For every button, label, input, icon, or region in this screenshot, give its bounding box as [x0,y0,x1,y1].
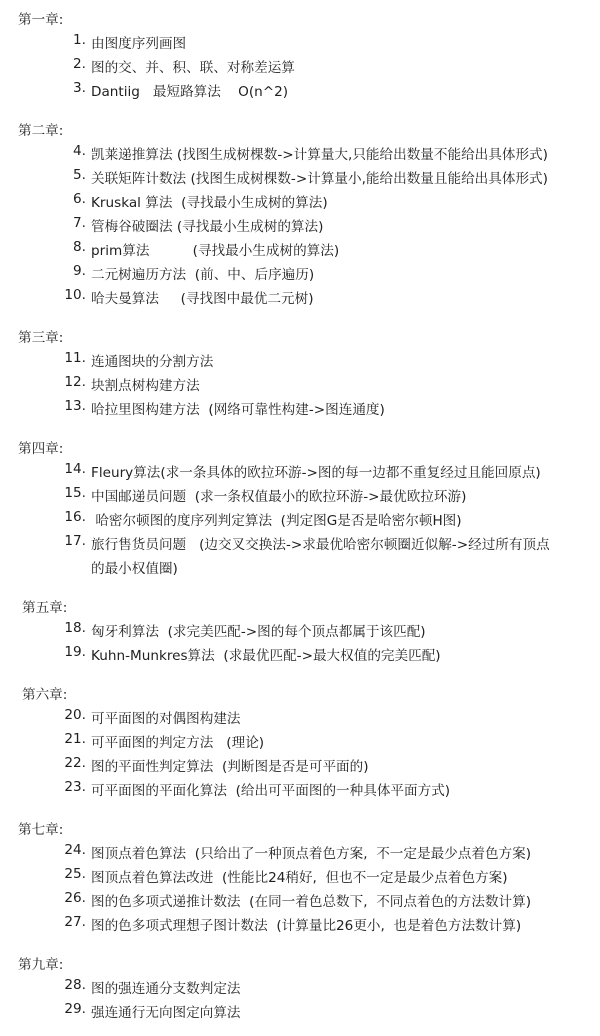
item-text: 图的色多项式递推计数法 (在同一着色总数下, 不同点着色的方法数计算) [91,894,532,910]
list-item [64,509,462,529]
item-text: 强连通行无向图定向算法 [91,1005,241,1021]
list-item [64,779,451,799]
item-text: 图顶点着色算法改进 (性能比24稍好, 但也不一定是最少点着色方案) [91,870,508,886]
list-item [64,533,550,553]
item-text: Fleury算法(求一条具体的欧拉环游->图的每一边都不重复经过且能回原点) [91,465,541,481]
item-number: 3. [73,80,86,96]
item-text: prim算法 (寻找最小生成树的算法) [91,243,340,259]
item-number: 9. [73,263,86,279]
list-item [64,755,369,775]
list-item [64,842,532,862]
item-text: 哈拉里图构建方法 (网络可靠性构建->图连通度) [91,402,385,418]
list-item [73,143,548,163]
item-text: 由图度序列画图 [91,36,187,52]
item-number: 6. [73,191,86,207]
item-number: 21. [64,731,86,747]
item-number: 4. [73,143,86,159]
item-number: 16. [64,509,86,525]
item-text: 图顶点着色算法 (只给出了一种顶点着色方案, 不一定是最少点着色方案) [91,846,532,862]
item-number: 23. [64,779,86,795]
item-text: 二元树遍历方法 (前、中、后序遍历) [91,267,315,283]
item-text: 中国邮递员问题 (求一条权值最小的欧拉环游->最优欧拉环游) [91,489,467,505]
list-item [73,215,324,235]
list-item [64,890,532,910]
item-number: 22. [64,755,86,771]
chapter-title: 第六章: [22,687,68,703]
item-number: 26. [64,890,86,906]
item-text: 旅行售货员问题 (边交叉交换法->求最优哈密尔顿圈近似解->经过所有顶点 [91,537,550,553]
chapter-title: 第七章: [18,822,64,838]
item-number: 5. [73,167,86,183]
list-item [64,914,522,934]
item-number: 29. [64,1001,86,1017]
item-text: 连通图块的分割方法 [91,354,214,370]
list-item [73,239,340,259]
item-number: 8. [73,239,86,255]
list-item [64,1001,241,1021]
item-number: 13. [64,398,86,414]
list-item [64,866,508,886]
item-number: 27. [64,914,86,930]
list-item [64,977,241,997]
list-item [73,263,315,283]
item-text: 图的色多项式理想子图计数法 (计算量比26更小, 也是着色方法数计算) [91,918,522,934]
list-item [73,191,328,211]
item-number: 28. [64,977,86,993]
list-item [64,374,200,394]
item-text: 图的交、并、积、联、对称差运算 [91,60,295,76]
chapter-title: 第二章: [18,123,64,139]
item-number: 1. [73,32,86,48]
item-text: 关联矩阵计数法 (找图生成树棵数->计算量小,能给出数量且能给出具体形式) [91,171,548,187]
item-number: 18. [64,620,86,636]
item-number: 2. [73,56,86,72]
list-item [73,167,548,187]
item-number: 25. [64,866,86,882]
item-number: 24. [64,842,86,858]
item-text: 图的平面性判定算法 (判断图是否是可平面的) [91,759,369,775]
item-text: 哈密尔顿图的度序列判定算法 (判定图G是否是哈密尔顿H图) [91,513,462,529]
item-text: 块割点树构建方法 [91,378,200,394]
list-item [64,287,314,307]
chapter-title: 第四章: [18,441,64,457]
item-number: 10. [64,287,86,303]
item-text: 可平面图的判定方法 (理论) [91,735,265,751]
list-item [64,731,265,751]
item-text: 图的强连通分支数判定法 [91,981,241,997]
chapter-title: 第一章: [18,12,64,28]
item-text: 管梅谷破圈法 (寻找最小生成树的算法) [91,219,324,235]
list-item-continuation: 的最小权值圈) [91,561,178,577]
chapter-title: 第九章: [18,957,64,973]
list-item [64,620,426,640]
item-text: Kruskal 算法 (寻找最小生成树的算法) [91,195,328,211]
list-item [64,461,541,481]
item-number: 17. [64,533,86,549]
item-text: 可平面图的对偶图构建法 [91,711,241,727]
item-number: 11. [64,350,86,366]
item-number: 7. [73,215,86,231]
item-number: 19. [64,644,86,660]
list-item [64,485,467,505]
item-text: 凯莱递推算法 (找图生成树棵数->计算量大,只能给出数量不能给出具体形式) [91,147,548,163]
list-item [64,398,385,418]
item-text: 哈夫曼算法 (寻找图中最优二元树) [91,291,314,307]
item-text: 可平面图的平面化算法 (给出可平面图的一种具体平面方式) [91,783,451,799]
list-item [73,32,187,52]
chapter-title: 第三章: [18,330,64,346]
item-text: Kuhn-Munkres算法 (求最优匹配->最大权值的完美匹配) [91,648,441,664]
item-text: Dantiig 最短路算法 O(n^2) [91,84,289,100]
item-number: 12. [64,374,86,390]
list-item [64,707,241,727]
chapter-title: 第五章: [22,600,68,616]
item-number: 20. [64,707,86,723]
item-number: 15. [64,485,86,501]
list-item [73,56,295,76]
item-text: 匈牙利算法 (求完美匹配->图的每个顶点都属于该匹配) [91,624,426,640]
list-item [73,80,289,100]
list-item [64,350,214,370]
item-number: 14. [64,461,86,477]
list-item [64,644,441,664]
